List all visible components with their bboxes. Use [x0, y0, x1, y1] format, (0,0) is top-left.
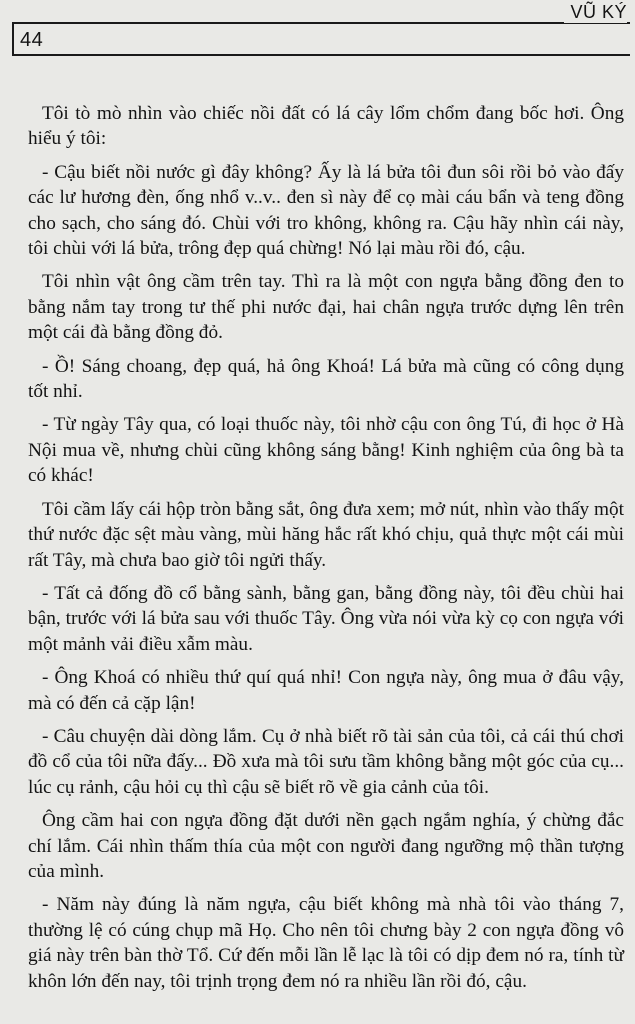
- paragraph: - Tất cả đống đồ cổ bằng sành, bằng gan, bằng đồng này, tôi đều chùi hai bận, trước với lá bửa sau với thuốc Tây. Ông vừa nói vừa kỳ cọ con ngựa với một mảnh vải điều xẫm màu.: [28, 582, 624, 655]
- paragraph: - Ông Khoá có nhiều thứ quí quá nhỉ! Con ngựa này, ông mua ở đâu vậy, mà có đến cả cặp lận!: [28, 667, 624, 714]
- paragraph: Ông cầm hai con ngựa đồng đặt dưới nền gạch ngắm nghía, ý chừng đắc chí lắm. Cái nhìn thấm thía của một con người đang ngưỡng mộ thần tượng của mình.: [28, 810, 624, 882]
- paragraph: - Câu chuyện dài dòng lắm. Cụ ở nhà biết rõ tài sản của tôi, cả cái thú chơi đồ cổ của tôi nữa đấy... Đồ xưa mà tôi sưu tầm không bằng một góc của cụ... lúc cụ rảnh, cậu hỏi cụ thì cậu sẽ biết rõ về gia cảnh của tôi.: [28, 725, 624, 798]
- running-title: VŨ KÝ: [564, 2, 627, 23]
- paragraph: - Năm này đúng là năm ngựa, cậu biết không mà nhà tôi vào tháng 7, thường lệ có cúng chụp mã Họ. Cho nên tôi chưng bày 2 con ngựa đồng vô giá này trên bàn thờ Tổ. Cứ đến mỗi lần lễ lạc là tôi có dịp đem nó ra, tính từ khôn lớn đến nay, tôi trịnh trọng đem nó ra nhiều lần rồi đó, cậu.: [28, 894, 624, 992]
- page-header: [0, 0, 635, 62]
- text-body: [28, 101, 624, 994]
- page-number: 44: [20, 29, 44, 51]
- paragraph: Tôi cầm lấy cái hộp tròn bằng sắt, ông đưa xem; mở nút, nhìn vào thấy một thứ nước đặc sệt màu vàng, mùi hăng hắc rất khó chịu, quả thực một cái mùi rất Tây, mà chưa bao giờ tôi ngửi thấy.: [28, 498, 624, 571]
- header-frame: [12, 22, 630, 56]
- paragraph: Tôi nhìn vật ông cầm trên tay. Thì ra là một con ngựa bằng đồng đen to bằng nắm tay trong tư thế phi nước đại, hai chân ngựa trước dựng lên trên một cái đà bằng đồng đỏ.: [28, 271, 624, 344]
- paragraph: - Ồ! Sáng choang, đẹp quá, hả ông Khoá! Lá bửa mà cũng có công dụng tốt nhỉ.: [28, 355, 624, 403]
- paragraph: Tôi tò mò nhìn vào chiếc nồi đất có lá cây lổm chổm đang bốc hơi. Ông hiểu ý tôi:: [28, 103, 624, 150]
- paragraph: - Cậu biết nồi nước gì đây không? Ấy là lá bửa tôi đun sôi rồi bỏ vào đấy các lư hương đèn, ống nhổ v..v.. đen sì này để cọ mài cáu bẩn và teng đồng cho sạch, cho sáng đó. Chùi với tro không, không ra. Cậu hãy nhìn cái này, tôi chùi với lá bửa, trông đẹp quá chừng! Nó lại màu rồi đó, cậu.: [28, 161, 624, 260]
- paragraph: - Từ ngày Tây qua, có loại thuốc này, tôi nhờ cậu con ông Tú, đi học ở Hà Nội mua về, nhưng chùi cũng không sáng bằng! Kinh nghiệm của ông bà ta có khác!: [28, 414, 624, 487]
